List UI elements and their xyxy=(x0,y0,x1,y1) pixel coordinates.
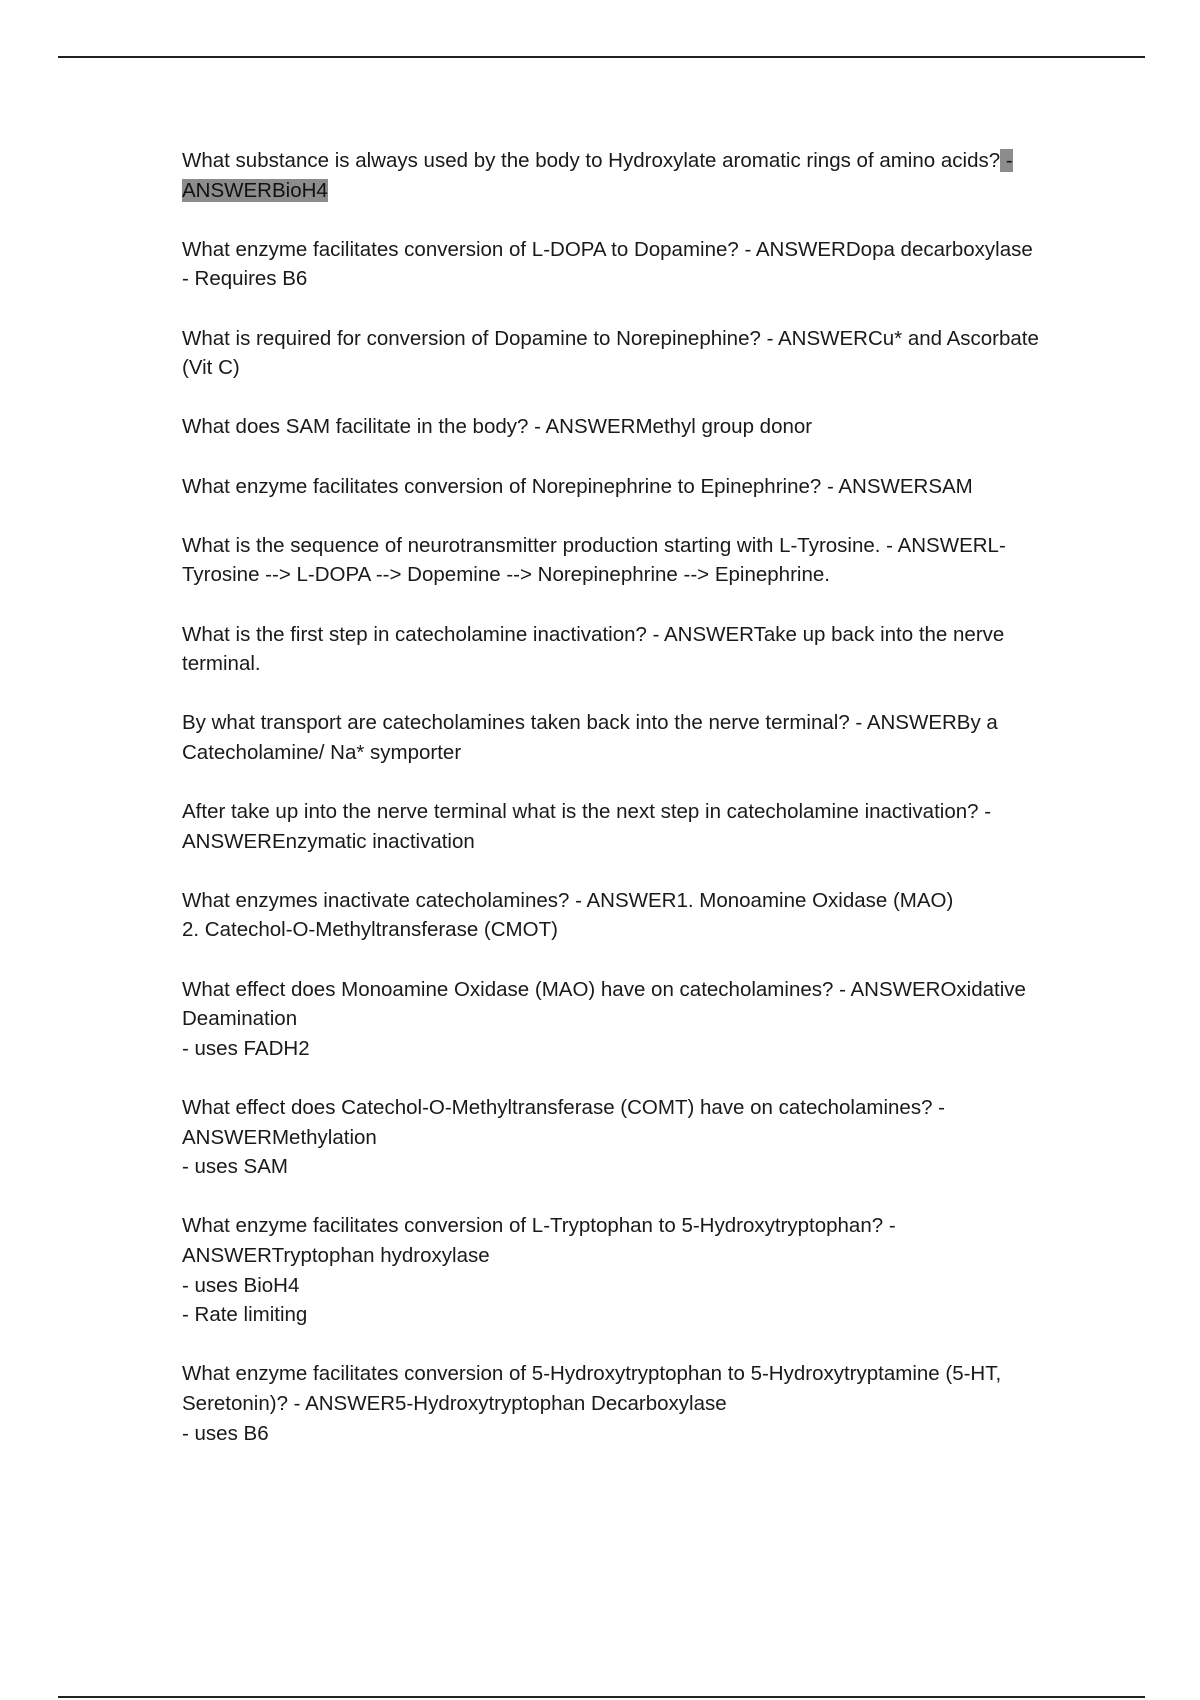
qa-item xyxy=(182,1211,1042,1329)
qa-text: What is the first step in catecholamine inactivation? - ANSWERTake up back into the nerve terminal. xyxy=(182,622,1005,676)
footer-rule xyxy=(58,1696,1145,1698)
qa-item xyxy=(182,146,1042,205)
qa-text: What substance is always used by the body to Hydroxylate aromatic rings of amino acids? - ANSWERBioH4 xyxy=(182,149,1013,202)
qa-item xyxy=(182,975,1042,1064)
qa-note: 2. Catechol-O-Methyltransferase (CMOT) xyxy=(182,918,558,942)
qa-item xyxy=(182,1093,1042,1182)
qa-text: After take up into the nerve terminal what is the next step in catecholamine inactivation? - ANSWEREnzymatic inactivation xyxy=(182,800,992,853)
qa-note: - uses BioH4 xyxy=(182,1273,300,1297)
qa-note: - Rate limiting xyxy=(182,1303,308,1327)
header-rule xyxy=(58,56,1145,58)
qa-item xyxy=(182,531,1042,590)
qa-item xyxy=(182,620,1042,679)
qa-text: What enzymes inactivate catecholamines? - ANSWER1. Monoamine Oxidase (MAO) xyxy=(182,888,954,912)
qa-text: What does SAM facilitate in the body? - ANSWERMethyl group donor xyxy=(182,415,813,439)
qa-item xyxy=(182,1359,1042,1448)
qa-note: - uses SAM xyxy=(182,1155,288,1179)
qa-text: What enzyme facilitates conversion of 5-Hydroxytryptophan to 5-Hydroxytryptamine (5-HT, Seretonin)? - ANSWER5-Hydroxytryptophan Decarboxylase xyxy=(182,1362,1002,1415)
qa-item xyxy=(182,412,1042,442)
qa-item xyxy=(182,324,1042,383)
qa-item xyxy=(182,235,1042,294)
highlighted-answer: - ANSWERBioH4 xyxy=(182,149,1013,202)
qa-item xyxy=(182,472,1042,502)
qa-text: What effect does Catechol-O-Methyltransferase (COMT) have on catecholamines? - ANSWERMethylation xyxy=(182,1096,945,1149)
qa-text: What enzyme facilitates conversion of L-DOPA to Dopamine? - ANSWERDopa decarboxylase xyxy=(182,237,1033,261)
qa-text: What effect does Monoamine Oxidase (MAO) have on catecholamines? - ANSWEROxidative Deamination xyxy=(182,977,1026,1031)
qa-note: - uses B6 xyxy=(182,1421,269,1445)
qa-note: - Requires B6 xyxy=(182,267,308,291)
qa-text: By what transport are catecholamines taken back into the nerve terminal? - ANSWERBy a Catecholamine/ Na* symporter xyxy=(182,711,998,764)
document-body xyxy=(182,146,1042,1478)
qa-text: What enzyme facilitates conversion of L-Tryptophan to 5-Hydroxytryptophan? - ANSWERTryptophan hydroxylase xyxy=(182,1214,896,1267)
qa-note: - uses FADH2 xyxy=(182,1036,310,1060)
qa-text: What is required for conversion of Dopamine to Norepinephine? - ANSWERCu* and Ascorbate (Vit C) xyxy=(182,326,1039,380)
qa-text: What is the sequence of neurotransmitter production starting with L-Tyrosine. - ANSWERL-Tyrosine --> L-DOPA --> Dopemine --> Norepinephrine --> Epinephrine. xyxy=(182,533,1006,587)
qa-text: What enzyme facilitates conversion of Norepinephrine to Epinephrine? - ANSWERSAM xyxy=(182,474,973,498)
qa-item xyxy=(182,797,1042,856)
qa-item xyxy=(182,886,1042,945)
qa-item xyxy=(182,708,1042,767)
